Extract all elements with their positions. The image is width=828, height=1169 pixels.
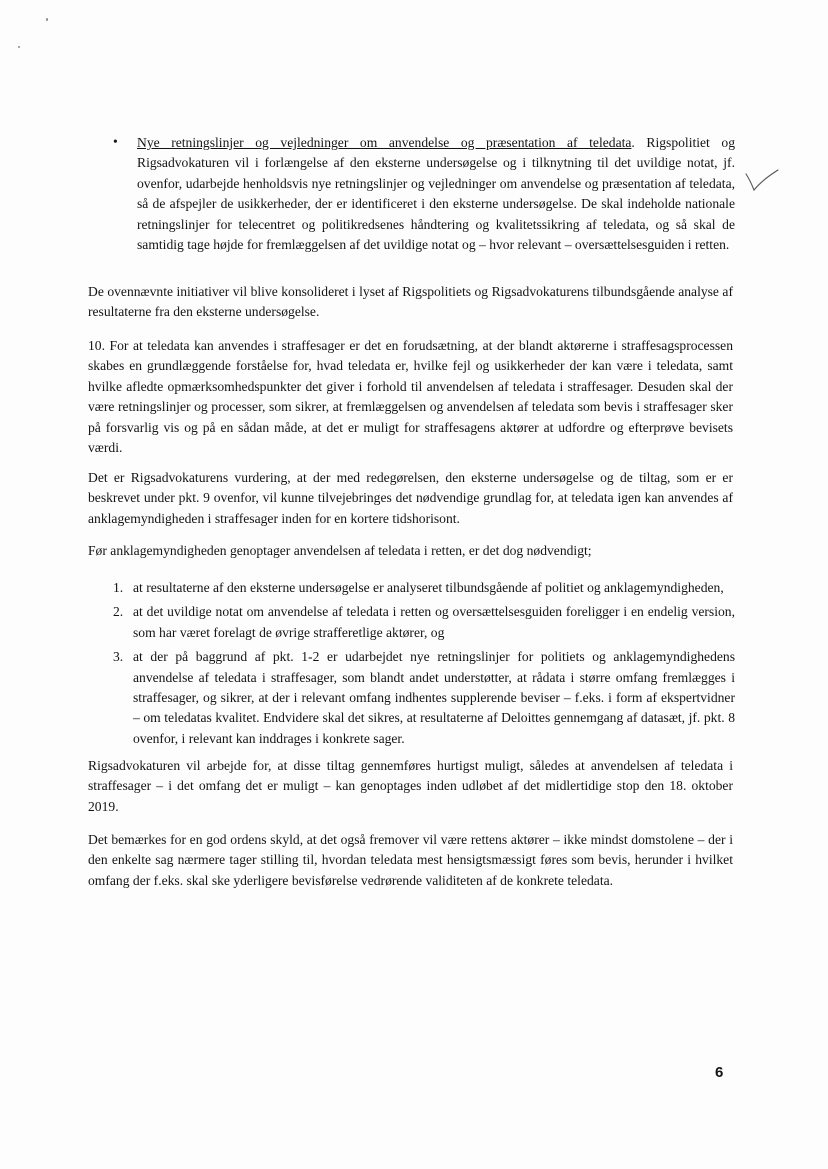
paragraph-point-10: 10. For at teledata kan anvendes i straffesager er det en forudsætning, at der blandt aktørerne i straffesagsprocessen skabes en grundlæggende forståelse for, hvad teledata er, hvilke fejl og usikkerheder der kan være i teledata, samt hvilke afledte opmærksomhedspunkter det giver i forhold til anvendelsen af teledata i straffesager. Desuden skal der være retningslinjer og processer, som sikrer, at fremlæggelsen og anvendelsen af teledata som bevis i straffesager sker på forsvarlig vis og på en sådan måde, at det er muligt for straffesagens aktører at udfordre og efterprøve bevisets værdi. bbox=[88, 338, 733, 456]
page-number: 6 bbox=[715, 1064, 724, 1081]
list-item-text: at resultaterne af den eksterne undersøgelse er analyseret tilbundsgående af politiet og anklagemyndigheden, bbox=[133, 580, 724, 595]
prerequisites-list bbox=[113, 578, 735, 749]
list-item-text: at der på baggrund af pkt. 1-2 er udarbejdet nye retningslinjer for politiets og anklagemyndighedens anvendelse af teledata i straffesager, som blandt andet understøtter, at rådata i større omfang fremlægges i straffesager, og sikrer, at der i relevant omfang indhentes supplerende beviser – f.eks. i form af ekspertvidner – om teledatas kvalitet. Endvidere skal det sikres, at resultaterne af Deloittes gennemgang af datasæt, jf. pkt. 8 ovenfor, i relevant kan inddrages i konkrete sager. bbox=[133, 649, 735, 746]
bullet-text bbox=[137, 133, 735, 255]
handwritten-check-icon bbox=[742, 164, 782, 204]
list-item bbox=[113, 647, 735, 749]
list-item-text: at det uvildige notat om anvendelse af teledata i retten og oversættelsesguiden foreligger i en endelig version, som har været forelagt de øvrige strafferetlige aktører, og bbox=[133, 604, 735, 640]
bullet-heading: Nye retningslinjer og vejledninger om anvendelse og præsentation af teledata bbox=[137, 135, 632, 150]
paragraph-timeline: Rigsadvokaturen vil arbejde for, at disse tiltag gennemføres hurtigst muligt, således at anvendelsen af teledata i straffesager – i det omfang det er muligt – kan genoptages inden udløbet af det midlertidige stop den 18. oktober 2019. bbox=[88, 758, 733, 814]
paragraph-assessment: Det er Rigsadvokaturens vurdering, at der med redegørelsen, den eksterne undersøgelse og de tiltag, som er er beskrevet under pkt. 9 ovenfor, vil kunne tilvejebringes det nødvendige grundlag for, at teledata igen kan anvendes af anklagemyndigheden i straffesager inden for en kortere tidshorisont. bbox=[88, 470, 733, 526]
bullet-body: . Rigspolitiet og Rigsadvokaturen vil i forlængelse af den eksterne undersøgelse og i tilknytning til det uvildige notat, jf. ovenfor, udarbejde henholdsvis nye retningslinjer og vejledninger om anvendelse og præsentation af teledata, så de afspejler de usikkerheder, der er identificeret i den eksterne undersøgelse. De skal indeholde nationale retningslinjer for telecentret og politikredsenes håndtering og kvalitetssikring af teledata, og så skal de samtidig tage højde for fremlæggelsen af det uvildige notat og – hvor relevant – oversættelsesguiden i retten. bbox=[137, 135, 735, 253]
paragraph-prerequisites: Før anklagemyndigheden genoptager anvendelsen af teledata i retten, er det dog nødvendigt; bbox=[88, 543, 592, 558]
list-item bbox=[113, 578, 735, 598]
list-item-number: 3. bbox=[113, 649, 124, 665]
paragraph-courts: Det bemærkes for en god ordens skyld, at det også fremover vil være rettens aktører – ikke mindst domstolene – der i den enkelte sag nærmere tager stilling til, hvordan teledata mest hensigtsmæssigt føres som bevis, herunder i hvilket omfang der f.eks. skal ske yderligere bevisførelse vedrørende validiteten af de konkrete teledata. bbox=[88, 832, 733, 888]
list-item-number: 2. bbox=[113, 604, 124, 620]
paragraph-initiatives: De ovennævnte initiativer vil blive konsolideret i lyset af Rigspolitiets og Rigsadvokaturens tilbundsgående analyse af resultaterne fra den eksterne undersøgelse. bbox=[88, 284, 733, 320]
scan-speck bbox=[46, 18, 48, 21]
scan-speck bbox=[18, 46, 20, 48]
list-item bbox=[113, 602, 735, 643]
bullet-dot: • bbox=[113, 134, 118, 149]
list-item-number: 1. bbox=[113, 580, 124, 595]
